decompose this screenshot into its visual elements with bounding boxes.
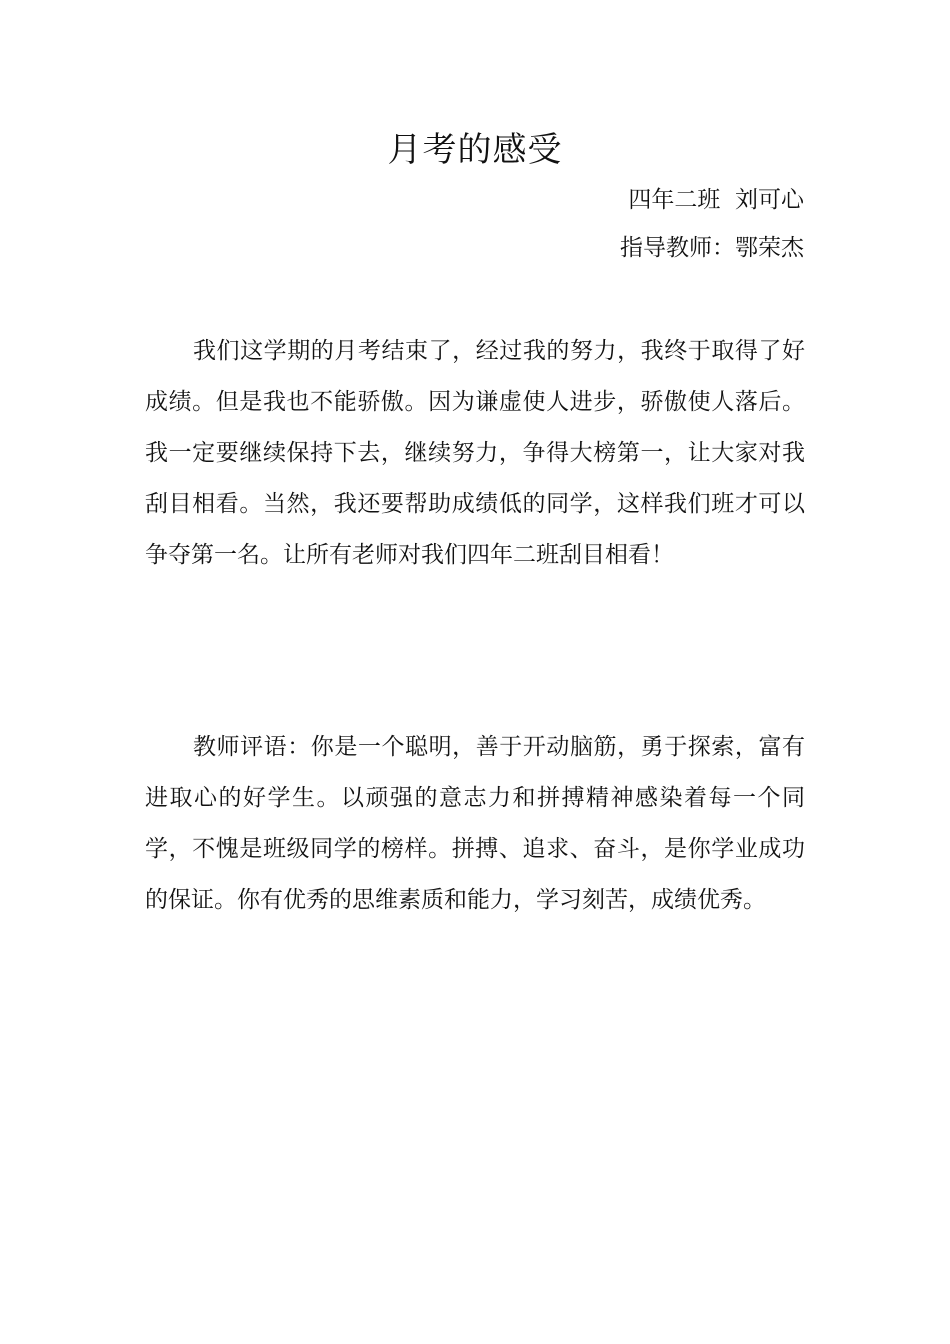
teacher-comment: 教师评语：你是一个聪明，善于开动脑筋，勇于探索，富有进取心的好学生。以顽强的意志力和拼搏精神感染着每一个同学，不愧是班级同学的榜样。拼搏、追求、奋斗，是你学业成功的保证。你有优秀的思维素质和能力，学习刻苦，成绩优秀。 — [145, 734, 805, 913]
author-line: 四年二班 刘可心 — [628, 187, 804, 213]
essay-title: 月考的感受 — [387, 130, 563, 170]
essay-body: 我们这学期的月考结束了，经过我的努力，我终于取得了好成绩。但是我也不能骄傲。因为谦虚使人进步，骄傲使人落后。我一定要继续保持下去，继续努力，争得大榜第一，让大家对我刮目相看。当然，我还要帮助成绩低的同学，这样我们班才可以争夺第一名。让所有老师对我们四年二班刮目相看！ — [145, 338, 805, 568]
teacher-line: 指导教师：鄂荣杰 — [620, 235, 804, 261]
